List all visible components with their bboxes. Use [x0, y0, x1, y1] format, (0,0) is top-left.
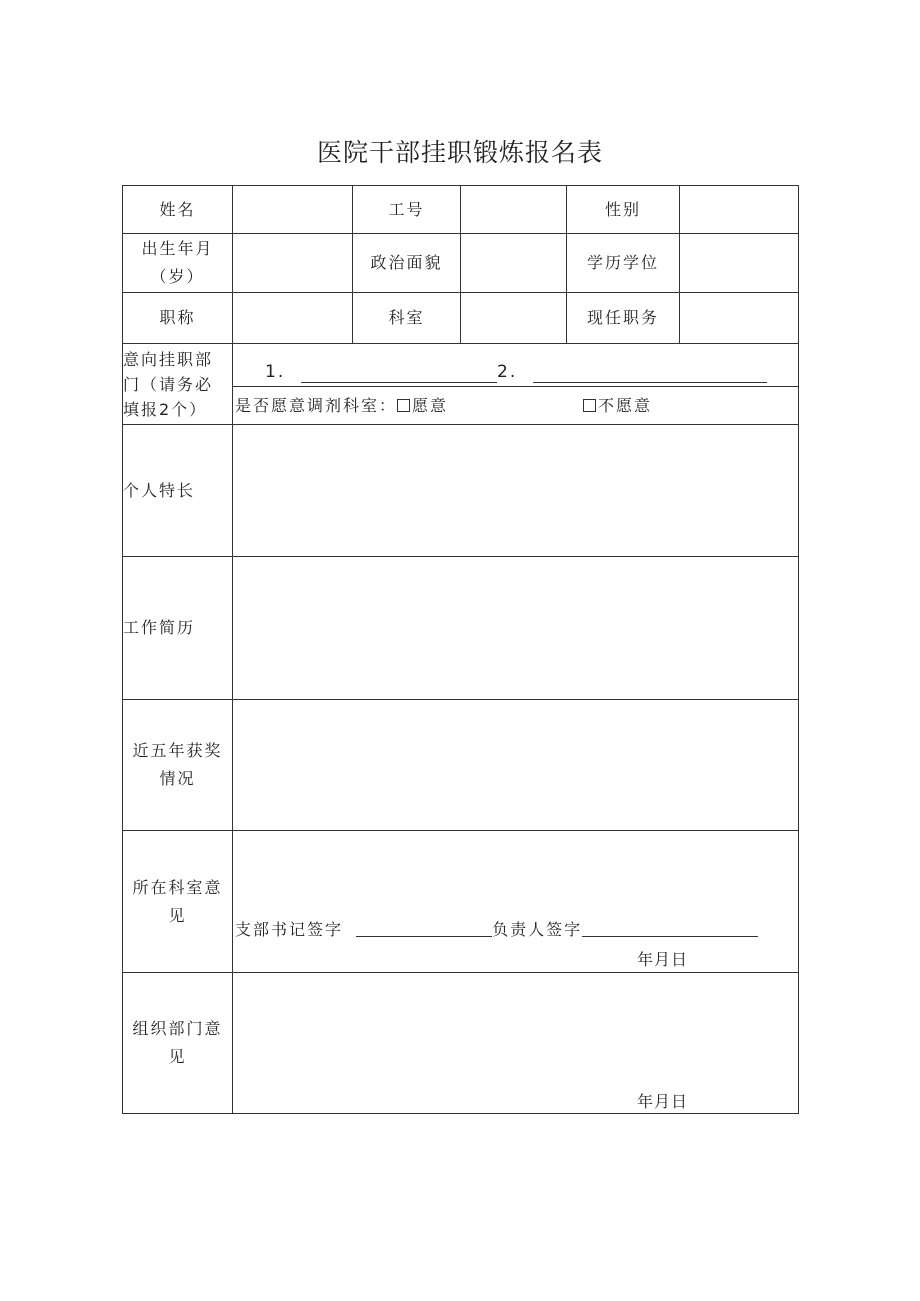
staff-no-label: 工号: [353, 186, 461, 234]
signature-row: [235, 917, 758, 940]
secretary-signature-label: 支部书记签字: [235, 920, 344, 939]
birth-label-line1: 出生年月: [141, 239, 214, 258]
gender-label: 性别: [567, 186, 680, 234]
dept-opinion-date: 年月日: [636, 950, 688, 969]
skills-field[interactable]: [233, 425, 799, 557]
title-rank-field[interactable]: [233, 293, 353, 344]
org-opinion-label-line2: 见: [168, 1047, 187, 1066]
awards-field[interactable]: [233, 700, 799, 831]
birth-label: [123, 234, 233, 293]
secretary-signature-blank[interactable]: [356, 920, 492, 937]
checkbox-no-icon[interactable]: [583, 399, 596, 412]
preference-1-number: 1.: [265, 362, 286, 382]
dept-opinion-label-line1: 所在科室意: [132, 877, 223, 897]
name-field[interactable]: [233, 186, 353, 234]
name-label: 姓名: [123, 186, 233, 234]
dept-opinion-label-line2: 见: [168, 905, 187, 925]
education-field[interactable]: [680, 234, 799, 293]
preference-2-number: 2.: [497, 362, 518, 382]
preference-choices: [233, 344, 798, 387]
resume-field[interactable]: [233, 557, 799, 700]
leader-signature-label: 负责人签字: [492, 920, 583, 939]
preference-label-line3: 填报2个）: [123, 399, 208, 419]
awards-label: [123, 700, 233, 831]
awards-label-line1: 近五年获奖: [132, 741, 223, 760]
adjust-row: [233, 387, 798, 424]
resume-label: 工作简历: [123, 557, 233, 700]
org-opinion-date: 年月日: [636, 1092, 688, 1111]
preference-label-line2: 门（请务必: [123, 374, 214, 394]
birth-label-line2: （岁）: [150, 267, 205, 286]
org-opinion-label-line1: 组织部门意: [132, 1019, 223, 1038]
political-field[interactable]: [461, 234, 567, 293]
awards-label-line2: 情况: [159, 769, 196, 788]
page-title: 医院干部挂职锻炼报名表: [316, 138, 603, 167]
org-opinion-label: [123, 973, 233, 1114]
education-label: 学历学位: [567, 234, 680, 293]
org-opinion-field[interactable]: [233, 973, 799, 1114]
skills-label: 个人特长: [123, 425, 233, 557]
option-no: [583, 387, 652, 424]
department-label: 科室: [353, 293, 461, 344]
staff-no-field[interactable]: [461, 186, 567, 234]
leader-signature-blank[interactable]: [582, 920, 758, 937]
gender-field[interactable]: [680, 186, 799, 234]
position-label: 现任职务: [567, 293, 680, 344]
position-field[interactable]: [680, 293, 799, 344]
birth-field[interactable]: [233, 234, 353, 293]
department-field[interactable]: [461, 293, 567, 344]
title-rank-label: 职称: [123, 293, 233, 344]
registration-form: [122, 185, 799, 1114]
preference-1-blank[interactable]: [301, 366, 497, 383]
preference-cell: [233, 344, 799, 425]
preference-2-blank[interactable]: [533, 366, 767, 383]
option-no-label: 不愿意: [598, 396, 653, 415]
dept-opinion-field[interactable]: [233, 831, 799, 973]
dept-opinion-label: [123, 831, 233, 973]
checkbox-yes-icon[interactable]: [397, 399, 410, 412]
preference-label-line1: 意向挂职部: [123, 349, 214, 369]
option-yes-label: 愿意: [412, 396, 449, 415]
political-label: 政治面貌: [353, 234, 461, 293]
preference-label: [123, 344, 233, 425]
adjust-question: 是否愿意调剂科室：: [235, 396, 398, 415]
